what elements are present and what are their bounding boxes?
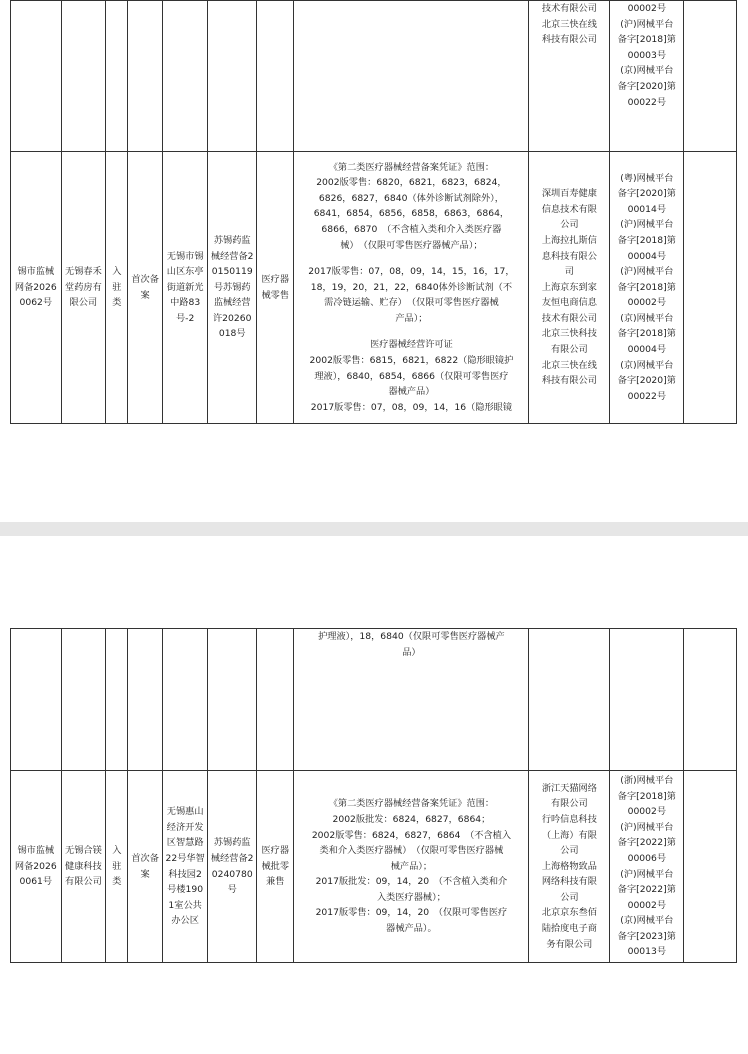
cell-remark — [684, 1, 737, 152]
cell-record-no — [11, 1, 62, 152]
platform-record-line: 00013号 — [627, 946, 667, 958]
platform-record-line: 00022号 — [627, 96, 667, 108]
scope-line: 理液），6840，6854，6866（仅限可零售医疗 — [314, 370, 509, 382]
scope-line: 类和介入类医疗器械） （仅限可零售医疗器械 — [319, 845, 504, 857]
table-row — [11, 771, 737, 963]
platform-record-line: (京)网械平台 — [620, 359, 674, 371]
cell-entry-type — [106, 1, 128, 152]
platform-company-line: 行吟信息科技 — [541, 813, 597, 825]
platform-company-line: 深圳百寿健康 — [541, 188, 597, 200]
platform-record-line: 备字[2020]第 — [617, 80, 676, 92]
platform-company-line: 公司 — [560, 845, 579, 857]
platform-company-line: 上海格物致品 — [541, 860, 597, 872]
cell-license — [208, 629, 257, 771]
cell-scope — [294, 152, 529, 424]
platform-company-line: 息科技有限公 — [541, 250, 597, 262]
platform-company-line: 友恒电商信息 — [541, 297, 597, 309]
table-row-continued — [11, 629, 737, 771]
scope-spacer — [298, 326, 524, 337]
cell-business-mode: 医疗器械零售 — [257, 152, 294, 424]
platform-record-line: 00002号 — [627, 3, 667, 14]
platform-record-line: 备字[2022]第 — [617, 837, 676, 849]
platform-company-line: 北京三快在线 — [541, 18, 597, 30]
filing-table-page-2 — [10, 628, 737, 963]
platform-record-line: (浙)网械平台 — [620, 774, 674, 786]
platform-record-line: 备字[2018]第 — [617, 234, 676, 246]
platform-record-line: (京)网械平台 — [620, 312, 674, 324]
cell-address — [162, 1, 208, 152]
cell-entry-type: 入驻类 — [106, 152, 128, 424]
cell-platform-records — [610, 1, 684, 152]
platform-record-line: 00002号 — [627, 899, 667, 911]
cell-address — [162, 629, 208, 771]
scope-line: 械） （仅限可零售医疗器械产品）； — [340, 239, 483, 251]
platform-record-line: 备字[2020]第 — [617, 375, 676, 387]
platform-record-line: 备字[2018]第 — [617, 328, 676, 340]
scope-line: 《第二类医疗器械经营备案凭证》范围： — [328, 798, 495, 810]
platform-record-line: (京)网械平台 — [620, 915, 674, 927]
platform-record-line: 备字[2018]第 — [617, 34, 676, 46]
cell-address: 无锡市锡山区东亭街道新光中路83号-2 — [162, 152, 208, 424]
scope-line: 《第二类医疗器械经营备案凭证》范围： — [328, 161, 495, 173]
scope-line: 器械产品）。 — [386, 923, 437, 935]
platform-record-line: 备字[2020]第 — [617, 188, 676, 200]
platform-record-line: (粤)网械平台 — [620, 172, 674, 184]
scope-line: 器械产品） — [388, 386, 435, 398]
platform-company-line: 技术有限公司 — [541, 312, 597, 324]
scope-line: 2017版零售：09，14，20 （仅限可零售医疗 — [315, 907, 508, 919]
platform-record-line: 00003号 — [627, 49, 667, 61]
table-row-continued — [11, 1, 737, 152]
platform-company-line: 务有限公司 — [546, 938, 593, 950]
platform-record-line: (沪)网械平台 — [620, 266, 674, 278]
platform-company-line: 信息技术有限 — [541, 203, 597, 215]
platform-record-line: 00004号 — [627, 250, 667, 262]
cell-company: 无锡春禾堂药房有限公司 — [61, 152, 106, 424]
platform-company-line: 北京三快科技 — [541, 328, 597, 340]
platform-record-line: (沪)网械平台 — [620, 18, 674, 30]
cell-remark — [684, 771, 737, 963]
cell-platform-companies — [529, 1, 610, 152]
platform-company-line: 上海拉扎斯信 — [541, 234, 597, 246]
platform-company-line: 公司 — [560, 219, 579, 231]
cell-platform-records — [610, 629, 684, 771]
cell-platform-companies — [529, 771, 610, 963]
platform-record-line: (沪)网械平台 — [620, 868, 674, 880]
cell-platform-companies — [529, 629, 610, 771]
table-row — [11, 152, 737, 424]
cell-scope — [294, 629, 529, 771]
platform-company-line: 科技有限公司 — [541, 34, 597, 46]
scope-line: 18，19，20，21，22，6840体外诊断试剂（不 — [310, 281, 513, 293]
cell-platform-companies — [529, 152, 610, 424]
cell-business-mode — [257, 1, 294, 152]
cell-record-no: 锡市监械网备20260062号 — [11, 152, 62, 424]
cell-entry-type: 入驻类 — [106, 771, 128, 963]
cell-platform-records — [610, 152, 684, 424]
cell-company: 无锡合镁健康科技有限公司 — [61, 771, 106, 963]
scope-line: 2002版零售：6824，6827，6864 （不含植入 — [311, 829, 512, 841]
cell-record-no — [11, 629, 62, 771]
platform-company-line: 浙江天猫网络 — [541, 782, 597, 794]
cell-filing-type: 首次备案 — [128, 771, 162, 963]
platform-company-line: 北京三快在线 — [541, 359, 597, 371]
platform-record-line: 00006号 — [627, 852, 667, 864]
scope-line: 医疗器械经营许可证 — [370, 339, 453, 351]
document-page-1 — [0, 0, 748, 522]
scope-spacer — [298, 253, 524, 264]
scope-line: 2002版批发：6824，6827，6864； — [332, 813, 491, 825]
platform-company-line: 公司 — [560, 891, 579, 903]
platform-record-line: 00002号 — [627, 806, 667, 818]
cell-filing-type — [128, 629, 162, 771]
cell-remark — [684, 629, 737, 771]
platform-company-line: 科技有限公司 — [541, 375, 597, 387]
cell-company — [61, 1, 106, 152]
scope-line: 械产品）； — [390, 860, 433, 872]
platform-record-line: 备字[2018]第 — [617, 790, 676, 802]
scope-line: 2002版零售：6820，6821，6823，6824， — [316, 177, 507, 189]
cell-filing-type: 首次备案 — [128, 152, 162, 424]
scope-line: 护理液），18，6840（仅限可零售医疗器械产 — [318, 631, 505, 642]
platform-record-line: 00004号 — [627, 344, 667, 356]
platform-record-line: (京)网械平台 — [620, 65, 674, 77]
platform-record-line: (沪)网械平台 — [620, 821, 674, 833]
platform-company-line: 陆拾度电子商 — [541, 923, 597, 935]
cell-filing-type — [128, 1, 162, 152]
scope-line: 产品）； — [395, 312, 428, 324]
scope-line: 6866，6870 （不含植入类和介入类医疗器 — [321, 223, 502, 235]
scope-line: 6826，6827，6840（体外诊断试剂除外）， — [318, 192, 504, 204]
cell-remark — [684, 152, 737, 424]
cell-scope — [294, 771, 529, 963]
scope-line: 需冷链运输、贮存） （仅限可零售医疗器械 — [324, 297, 499, 309]
scope-line: 2017版零售：07，08，09，14，16（隐形眼镜 — [310, 401, 513, 413]
cell-address: 无锡惠山经济开发区智慧路22号华智科技园2号楼1901室公共办公区 — [162, 771, 208, 963]
platform-record-line: (沪)网械平台 — [620, 219, 674, 231]
scope-line: 品） — [402, 646, 421, 658]
cell-license: 苏锡药监械经营备20240780号 — [208, 771, 257, 963]
cell-license: 苏锡药监械经营备20150119号苏锡药监械经营许20260018号 — [208, 152, 257, 424]
platform-record-line: 00014号 — [627, 203, 667, 215]
scope-line: 6841，6854，6856，6858，6863，6864， — [313, 208, 510, 220]
platform-record-line: 备字[2023]第 — [617, 930, 676, 942]
cell-record-no: 锡市监械网备20260061号 — [11, 771, 62, 963]
cell-scope — [294, 1, 529, 152]
platform-company-line: （上海）有限 — [541, 829, 597, 841]
platform-company-line: 司 — [564, 266, 574, 278]
cell-company — [61, 629, 106, 771]
cell-business-mode: 医疗器械批零兼售 — [257, 771, 294, 963]
platform-company-line: 技术有限公司 — [541, 3, 597, 14]
scope-line: 2017版零售：07，08，09，14，15，16，17， — [308, 266, 515, 278]
platform-company-line: 北京京东叁佰 — [541, 907, 597, 919]
platform-record-line: 备字[2018]第 — [617, 281, 676, 293]
platform-company-line: 有限公司 — [551, 344, 588, 356]
platform-record-line: 备字[2022]第 — [617, 884, 676, 896]
platform-record-line: 00022号 — [627, 390, 667, 402]
filing-table-page-1 — [10, 0, 737, 424]
scope-line: 入类医疗器械）； — [376, 891, 446, 903]
platform-record-line: 00002号 — [627, 297, 667, 309]
cell-platform-records — [610, 771, 684, 963]
platform-company-line: 网络科技有限 — [541, 876, 597, 888]
scope-line: 2002版零售：6815，6821，6822（隐形眼镜护 — [309, 355, 514, 367]
platform-company-line: 有限公司 — [551, 798, 588, 810]
cell-business-mode — [257, 629, 294, 771]
document-page-2 — [0, 536, 748, 1054]
platform-company-line: 上海京东到家 — [541, 281, 597, 293]
scope-line: 2017版批发：09，14，20 （不含植入类和介 — [315, 876, 508, 888]
cell-entry-type — [106, 629, 128, 771]
cell-license — [208, 1, 257, 152]
page-separator — [0, 522, 748, 536]
